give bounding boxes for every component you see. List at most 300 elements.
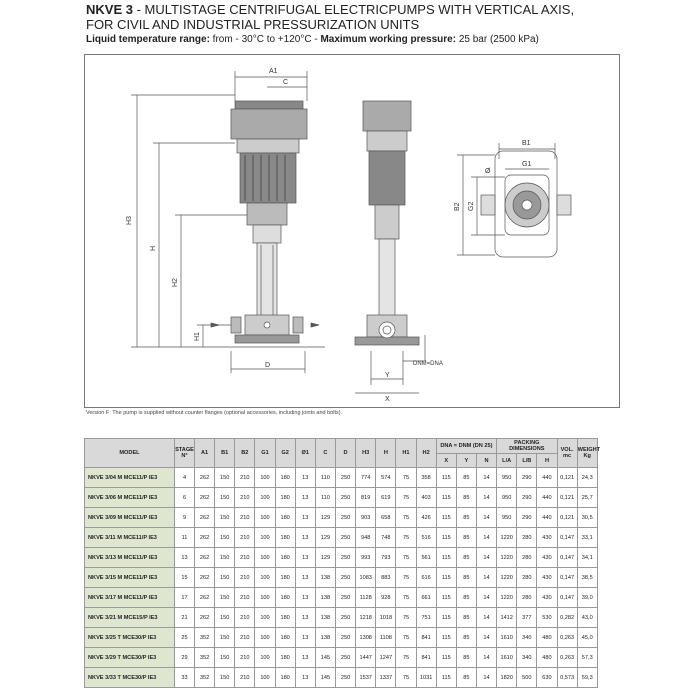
table-cell: 1337 — [376, 668, 396, 688]
table-cell: 115 — [436, 668, 456, 688]
model-cell: NKVE 3/25 T MCE30/P IE3 — [85, 628, 175, 648]
table-cell: 262 — [195, 508, 215, 528]
table-cell: 250 — [335, 548, 355, 568]
temp-label: Liquid temperature range: — [86, 34, 210, 45]
label-h: H — [150, 245, 157, 251]
table-cell: 115 — [436, 488, 456, 508]
table-cell: 883 — [376, 568, 396, 588]
table-cell: 1083 — [356, 568, 376, 588]
table-cell: 14 — [476, 468, 496, 488]
table-cell: 210 — [235, 548, 255, 568]
table-cell: 530 — [537, 608, 557, 628]
table-cell: 4 — [175, 468, 195, 488]
table-cell: 115 — [436, 528, 456, 548]
table-row — [85, 548, 618, 568]
col-group-packing: PACKING DIMENSIONS — [497, 439, 557, 454]
table-cell: 85 — [456, 628, 476, 648]
col-group-dna: DNA = DNM (DN 25) — [436, 439, 496, 454]
model-code: NKVE 3 — [86, 2, 133, 17]
table-cell: 138 — [315, 628, 335, 648]
label-b2: B2 — [454, 202, 461, 211]
table-cell: 0,147 — [557, 548, 577, 568]
table-cell: 1537 — [356, 668, 376, 688]
table-cell: 426 — [416, 508, 436, 528]
table-cell: 13 — [175, 548, 195, 568]
table-cell: 13 — [295, 528, 315, 548]
table-cell: 250 — [335, 568, 355, 588]
table-cell: 841 — [416, 628, 436, 648]
table-cell: 100 — [255, 628, 275, 648]
table-cell: 75 — [396, 508, 416, 528]
table-cell: 250 — [335, 628, 355, 648]
table-cell: 85 — [456, 468, 476, 488]
table-cell: 430 — [537, 548, 557, 568]
pressure-value: 25 bar (2500 kPa) — [456, 34, 539, 45]
table-cell: 358 — [416, 468, 436, 488]
table-cell: 100 — [255, 648, 275, 668]
table-row — [85, 508, 618, 528]
table-cell: 250 — [335, 508, 355, 528]
table-cell: 11 — [175, 528, 195, 548]
table-cell: 150 — [215, 668, 235, 688]
col-a1: A1 — [195, 439, 215, 468]
specification-table — [84, 438, 618, 688]
table-cell: 180 — [275, 668, 295, 688]
table-cell: 262 — [195, 468, 215, 488]
table-row — [85, 488, 618, 508]
model-cell: NKVE 3/04 M MCE11/P IE3 — [85, 468, 175, 488]
table-cell: 516 — [416, 528, 436, 548]
page-title — [86, 2, 646, 32]
table-cell: 561 — [416, 548, 436, 568]
pressure-label: Maximum working pressure: — [320, 34, 457, 45]
table-cell: 0,147 — [557, 588, 577, 608]
model-cell: NKVE 3/29 T MCE30/P IE3 — [85, 648, 175, 668]
table-cell: 290 — [517, 508, 537, 528]
table-cell: 262 — [195, 568, 215, 588]
table-cell: 13 — [295, 508, 315, 528]
table-cell: 619 — [376, 488, 396, 508]
table-cell: 500 — [517, 668, 537, 688]
col-phi: Ø1 — [295, 439, 315, 468]
table-cell: 841 — [416, 648, 436, 668]
table-cell: 150 — [215, 628, 235, 648]
label-g2: G2 — [468, 201, 475, 211]
table-cell: 793 — [376, 548, 396, 568]
col-h3: H3 — [356, 439, 376, 468]
table-cell: 129 — [315, 508, 335, 528]
table-cell: 210 — [235, 468, 255, 488]
table-cell: 100 — [255, 488, 275, 508]
col-y: Y — [456, 454, 476, 468]
table-cell: 138 — [315, 588, 335, 608]
table-cell: 85 — [456, 568, 476, 588]
table-cell: 14 — [476, 568, 496, 588]
table-cell: 150 — [215, 468, 235, 488]
table-cell: 352 — [195, 668, 215, 688]
table-cell: 210 — [235, 508, 255, 528]
table-cell: 993 — [356, 548, 376, 568]
table-row — [85, 588, 618, 608]
table-cell: 13 — [295, 608, 315, 628]
table-body — [85, 468, 618, 688]
label-a1: A1 — [269, 68, 278, 75]
table-cell: 150 — [215, 508, 235, 528]
col-weight: WEIGHT Kg — [577, 439, 597, 468]
table-cell: 180 — [275, 608, 295, 628]
table-cell: 751 — [416, 608, 436, 628]
table-cell: 115 — [436, 608, 456, 628]
table-cell: 85 — [456, 588, 476, 608]
table-row — [85, 468, 618, 488]
table-cell: 100 — [255, 668, 275, 688]
table-cell: 85 — [456, 548, 476, 568]
table-cell: 250 — [335, 608, 355, 628]
table-cell: 928 — [376, 588, 396, 608]
table-cell: 75 — [396, 668, 416, 688]
table-cell: 17 — [175, 588, 195, 608]
table-cell: 14 — [476, 648, 496, 668]
table-cell: 1108 — [376, 628, 396, 648]
table-cell: 138 — [315, 568, 335, 588]
table-cell: 280 — [517, 548, 537, 568]
table-cell: 340 — [517, 648, 537, 668]
table-cell: 59,3 — [577, 668, 597, 688]
table-cell: 115 — [436, 648, 456, 668]
table-cell: 75 — [396, 548, 416, 568]
table-cell: 75 — [396, 628, 416, 648]
table-row — [85, 528, 618, 548]
side-view — [355, 101, 419, 345]
table-cell: 250 — [335, 468, 355, 488]
table-cell: 403 — [416, 488, 436, 508]
table-cell: 85 — [456, 528, 476, 548]
table-cell: 34,1 — [577, 548, 597, 568]
table-cell: 75 — [396, 488, 416, 508]
table-cell: 75 — [396, 608, 416, 628]
table-cell: 440 — [537, 508, 557, 528]
table-cell: 250 — [335, 668, 355, 688]
table-cell: 1412 — [497, 608, 517, 628]
table-cell: 430 — [537, 568, 557, 588]
table-cell: 39,0 — [577, 588, 597, 608]
table-cell: 150 — [215, 548, 235, 568]
motor-terminal-box — [231, 109, 307, 139]
table-cell: 13 — [295, 468, 315, 488]
table-cell: 15 — [175, 568, 195, 588]
technical-drawing — [85, 55, 619, 407]
table-cell: 1820 — [497, 668, 517, 688]
table-cell: 14 — [476, 628, 496, 648]
table-cell: 100 — [255, 588, 275, 608]
motor-body — [240, 153, 296, 203]
table-cell: 262 — [195, 548, 215, 568]
model-cell: NKVE 3/15 M MCE11/P IE3 — [85, 568, 175, 588]
table-cell: 262 — [195, 608, 215, 628]
label-h1: H1 — [194, 332, 201, 341]
table-row — [85, 628, 618, 648]
table-cell: 100 — [255, 568, 275, 588]
table-cell: 180 — [275, 488, 295, 508]
label-x: X — [385, 396, 390, 403]
label-d: D — [265, 362, 271, 369]
table-cell: 180 — [275, 588, 295, 608]
table-cell: 115 — [436, 468, 456, 488]
label-c: C — [283, 79, 289, 86]
model-cell: NKVE 3/33 T MCE30/P IE3 — [85, 668, 175, 688]
col-g2: G2 — [275, 439, 295, 468]
table-cell: 85 — [456, 648, 476, 668]
table-cell: 1220 — [497, 528, 517, 548]
table-cell: 14 — [476, 588, 496, 608]
table-cell: 13 — [295, 628, 315, 648]
label-b1: B1 — [522, 140, 531, 147]
footnote: Version F: The pump is supplied without counter flanges (optional accessories, including joints and bolts). — [86, 410, 343, 416]
table-row — [85, 608, 618, 628]
table-cell: 100 — [255, 548, 275, 568]
table-cell: 115 — [436, 588, 456, 608]
table-cell: 210 — [235, 608, 255, 628]
table-cell: 115 — [436, 548, 456, 568]
table-cell: 100 — [255, 468, 275, 488]
table-cell: 1308 — [356, 628, 376, 648]
table-cell: 13 — [295, 668, 315, 688]
table-cell: 1218 — [356, 608, 376, 628]
table-header-row — [85, 439, 618, 454]
table-cell: 210 — [235, 628, 255, 648]
table-cell: 210 — [235, 568, 255, 588]
table-cell: 262 — [195, 528, 215, 548]
table-cell: 75 — [396, 468, 416, 488]
table-cell: 25 — [175, 628, 195, 648]
table-cell: 6 — [175, 488, 195, 508]
table-cell: 9 — [175, 508, 195, 528]
table-cell: 430 — [537, 588, 557, 608]
table-cell: 0,121 — [557, 508, 577, 528]
col-hh: H — [537, 454, 557, 468]
table-cell: 0,263 — [557, 628, 577, 648]
col-la: L/A — [497, 454, 517, 468]
table-cell: 1610 — [497, 628, 517, 648]
table-cell: 280 — [517, 528, 537, 548]
table-cell: 950 — [497, 508, 517, 528]
table-cell: 14 — [476, 528, 496, 548]
table-cell: 57,3 — [577, 648, 597, 668]
table-cell: 30,5 — [577, 508, 597, 528]
table-row — [85, 648, 618, 668]
table-cell: 0,573 — [557, 668, 577, 688]
table-cell: 250 — [335, 648, 355, 668]
table-cell: 340 — [517, 628, 537, 648]
table-cell: 38,5 — [577, 568, 597, 588]
table-cell: 0,147 — [557, 568, 577, 588]
table-cell: 115 — [436, 568, 456, 588]
table-cell: 14 — [476, 488, 496, 508]
table-cell: 75 — [396, 588, 416, 608]
table-cell: 180 — [275, 528, 295, 548]
table-cell: 1018 — [376, 608, 396, 628]
table-cell: 250 — [335, 588, 355, 608]
table-cell: 75 — [396, 568, 416, 588]
table-cell: 210 — [235, 488, 255, 508]
table-cell: 13 — [295, 568, 315, 588]
table-row — [85, 668, 618, 688]
temp-value: from - 30°C to +120°C - — [209, 34, 321, 45]
table-row — [85, 568, 618, 588]
label-y: Y — [385, 372, 390, 379]
table-cell: 774 — [356, 468, 376, 488]
table-cell: 100 — [255, 508, 275, 528]
table-cell: 100 — [255, 528, 275, 548]
table-cell: 180 — [275, 628, 295, 648]
col-h2: H2 — [416, 439, 436, 468]
table-cell: 24,3 — [577, 468, 597, 488]
table-cell: 280 — [517, 568, 537, 588]
col-stage: STAGE N° — [175, 439, 195, 468]
table-cell: 290 — [517, 468, 537, 488]
table-cell: 129 — [315, 528, 335, 548]
label-phi: Ø — [485, 168, 491, 175]
model-cell: NKVE 3/17 M MCE11/P IE3 — [85, 588, 175, 608]
table-cell: 440 — [537, 488, 557, 508]
table-cell: 748 — [376, 528, 396, 548]
table-cell: 75 — [396, 528, 416, 548]
model-cell: NKVE 3/13 M MCE11/P IE3 — [85, 548, 175, 568]
table-cell: 43,0 — [577, 608, 597, 628]
table-cell: 0,147 — [557, 528, 577, 548]
table-cell: 352 — [195, 628, 215, 648]
table-cell: 180 — [275, 648, 295, 668]
table-cell: 85 — [456, 508, 476, 528]
table-cell: 33,1 — [577, 528, 597, 548]
model-cell: NKVE 3/11 M MCE11/P IE3 — [85, 528, 175, 548]
col-b2: B2 — [235, 439, 255, 468]
table-cell: 115 — [436, 508, 456, 528]
table-cell: 430 — [537, 528, 557, 548]
table-cell: 661 — [416, 588, 436, 608]
table-cell: 1247 — [376, 648, 396, 668]
table-cell: 115 — [436, 628, 456, 648]
table-cell: 180 — [275, 508, 295, 528]
table-cell: 150 — [215, 568, 235, 588]
table-cell: 14 — [476, 668, 496, 688]
label-h2: H2 — [172, 278, 179, 287]
table-cell: 180 — [275, 548, 295, 568]
title-rest: - MULTISTAGE CENTRIFUGAL ELECTRICPUMPS WITH VERTICAL AXIS, — [132, 2, 575, 17]
table-cell: 250 — [335, 488, 355, 508]
table-cell: 180 — [275, 468, 295, 488]
col-model: MODEL — [85, 439, 175, 468]
model-cell: NKVE 3/21 M MCE15/P IE3 — [85, 608, 175, 628]
col-c: C — [315, 439, 335, 468]
table-cell: 1220 — [497, 568, 517, 588]
table-cell: 280 — [517, 588, 537, 608]
table-cell: 250 — [335, 528, 355, 548]
table-cell: 210 — [235, 648, 255, 668]
table-cell: 948 — [356, 528, 376, 548]
table-cell: 1610 — [497, 648, 517, 668]
table-cell: 903 — [356, 508, 376, 528]
table-cell: 0,121 — [557, 488, 577, 508]
table-cell: 145 — [315, 668, 335, 688]
table-cell: 658 — [376, 508, 396, 528]
table-cell: 290 — [517, 488, 537, 508]
table-cell: 1220 — [497, 588, 517, 608]
col-b1: B1 — [215, 439, 235, 468]
col-h: H — [376, 439, 396, 468]
table-cell: 13 — [295, 648, 315, 668]
col-vol: VOL. mc — [557, 439, 577, 468]
table-cell: 150 — [215, 648, 235, 668]
table-cell: 180 — [275, 568, 295, 588]
table-cell: 210 — [235, 668, 255, 688]
label-h3: H3 — [126, 216, 133, 225]
table-cell: 377 — [517, 608, 537, 628]
table-cell: 14 — [476, 548, 496, 568]
table-cell: 45,0 — [577, 628, 597, 648]
table-cell: 1031 — [416, 668, 436, 688]
col-h1: H1 — [396, 439, 416, 468]
title-line2: FOR CIVIL AND INDUSTRIAL PRESSURIZATION UNITS — [86, 17, 420, 32]
table-cell: 630 — [537, 668, 557, 688]
table-cell: 616 — [416, 568, 436, 588]
table-cell: 21 — [175, 608, 195, 628]
table-cell: 210 — [235, 528, 255, 548]
table-cell: 440 — [537, 468, 557, 488]
table-cell: 819 — [356, 488, 376, 508]
technical-drawing-frame — [84, 54, 620, 408]
front-view — [231, 101, 307, 343]
col-lb: L/B — [517, 454, 537, 468]
motor-cap — [235, 101, 303, 109]
table-cell: 0,263 — [557, 648, 577, 668]
table-cell: 85 — [456, 488, 476, 508]
table-cell: 480 — [537, 648, 557, 668]
label-dnm: DNM=DNA — [413, 361, 443, 367]
table-cell: 14 — [476, 508, 496, 528]
table-cell: 950 — [497, 488, 517, 508]
col-x: X — [436, 454, 456, 468]
table-cell: 262 — [195, 588, 215, 608]
table-cell: 0,121 — [557, 468, 577, 488]
col-g1: G1 — [255, 439, 275, 468]
col-d: D — [335, 439, 355, 468]
table-cell: 574 — [376, 468, 396, 488]
table-cell: 13 — [295, 488, 315, 508]
table-cell: 262 — [195, 488, 215, 508]
table-cell: 33 — [175, 668, 195, 688]
table-cell: 138 — [315, 608, 335, 628]
table-cell: 145 — [315, 648, 335, 668]
table-cell: 0,282 — [557, 608, 577, 628]
table-cell: 14 — [476, 608, 496, 628]
table-cell: 950 — [497, 468, 517, 488]
table-cell: 129 — [315, 548, 335, 568]
model-cell: NKVE 3/09 M MCE11/P IE3 — [85, 508, 175, 528]
table-cell: 29 — [175, 648, 195, 668]
table-cell: 150 — [215, 488, 235, 508]
col-n: N — [476, 454, 496, 468]
table-cell: 150 — [215, 608, 235, 628]
table-cell: 352 — [195, 648, 215, 668]
model-cell: NKVE 3/06 M MCE11/P IE3 — [85, 488, 175, 508]
table-cell: 110 — [315, 468, 335, 488]
table-cell: 1447 — [356, 648, 376, 668]
table-cell: 85 — [456, 608, 476, 628]
table-cell: 75 — [396, 648, 416, 668]
table-cell: 1220 — [497, 548, 517, 568]
table-cell: 150 — [215, 588, 235, 608]
